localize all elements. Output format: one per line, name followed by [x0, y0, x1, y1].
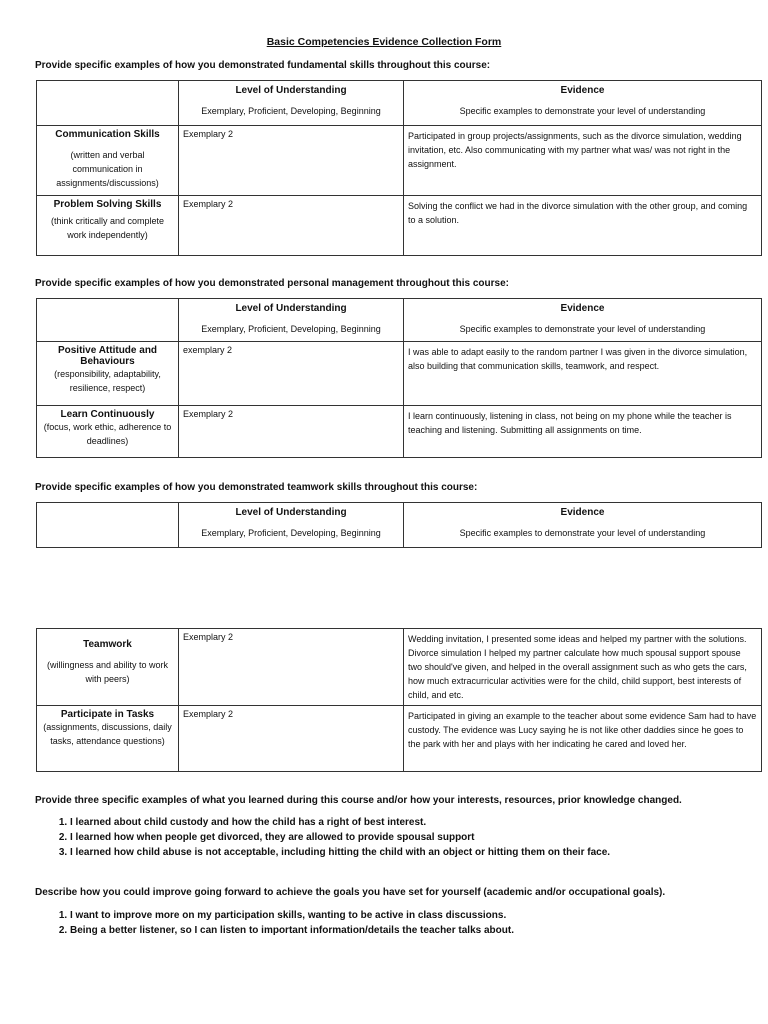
evidence-header-cell — [404, 299, 762, 342]
level-header-title: Level of Understanding — [235, 303, 347, 314]
skill-cell — [37, 196, 179, 256]
skill-cell — [37, 629, 179, 706]
header-row — [37, 299, 762, 342]
section-prompt-teamwork: Provide specific examples of how you demonstrated teamwork skills throughout this course: — [35, 482, 478, 493]
header-blank-cell — [37, 299, 179, 342]
skill-desc: (willingness and ability to work with peers) — [46, 660, 169, 684]
evidence-header-cell — [404, 503, 762, 548]
evidence-cell: Solving the conflict we had in the divorce simulation with the other group, and coming to a solution. — [404, 196, 762, 256]
skill-name: Problem Solving Skills — [53, 199, 162, 210]
skill-cell — [37, 126, 179, 196]
skill-desc: (written and verbal communication in assignments/discussions) — [56, 150, 159, 188]
skill-desc: (think critically and complete work independently) — [50, 216, 165, 240]
table-row — [37, 342, 762, 406]
level-header-title: Level of Understanding — [235, 85, 347, 96]
evidence-header-sub: Specific examples to demonstrate your level of understanding — [459, 106, 706, 116]
evidence-cell: Participated in group projects/assignments, such as the divorce simulation, wedding invitation, etc. Also communicating with my partner what was/ was not right in the assignment. — [404, 126, 762, 196]
section-prompt-personal: Provide specific examples of how you demonstrated personal management throughout this course: — [35, 278, 509, 289]
level-cell: Exemplary 2 — [179, 126, 404, 196]
skill-desc: (focus, work ethic, adherence to deadlines) — [43, 422, 172, 446]
page-title: Basic Competencies Evidence Collection Form — [266, 36, 502, 48]
header-blank-cell — [37, 503, 179, 548]
skill-name: Teamwork — [83, 639, 132, 650]
learned-list — [36, 815, 610, 860]
evidence-header-title: Evidence — [560, 85, 605, 96]
level-header-sub: Exemplary, Proficient, Developing, Beginning — [201, 528, 381, 538]
evidence-header-sub: Specific examples to demonstrate your level of understanding — [459, 528, 706, 538]
table-row — [37, 706, 762, 772]
section-prompt-fundamental: Provide specific examples of how you demonstrated fundamental skills throughout this course: — [35, 60, 491, 71]
skill-cell — [37, 706, 179, 772]
skill-cell — [37, 406, 179, 458]
evidence-header-sub: Specific examples to demonstrate your level of understanding — [459, 324, 706, 334]
evidence-cell: Participated in giving an example to the teacher about some evidence Sam had to have custody. The evidence was Lucy saying he is not like other daddies since he goes to the park with her and plays with her indicating he cared and loved her. — [404, 706, 762, 772]
teamwork-header-table — [36, 502, 762, 548]
evidence-header-title: Evidence — [560, 507, 605, 518]
table-row — [37, 629, 762, 706]
list-item: 2. I learned how when people get divorced, they are allowed to provide spousal support — [70, 830, 610, 845]
level-header-cell — [179, 503, 404, 548]
skill-name: Communication Skills — [55, 129, 160, 140]
skill-name: Positive Attitude and Behaviours — [57, 345, 158, 367]
fundamental-skills-table — [36, 80, 762, 256]
header-row — [37, 81, 762, 126]
level-header-cell — [179, 299, 404, 342]
list-item: 3. I learned how child abuse is not acceptable, including hitting the child with an object or hitting them on their face. — [70, 845, 610, 860]
level-header-sub: Exemplary, Proficient, Developing, Beginning — [201, 324, 381, 334]
header-row — [37, 503, 762, 548]
level-cell: Exemplary 2 — [179, 629, 404, 706]
improve-list — [36, 908, 514, 938]
list-item: 1. I want to improve more on my participation skills, wanting to be active in class discussions. — [70, 908, 514, 923]
improve-prompt: Describe how you could improve going forward to achieve the goals you have set for yourself (academic and/or occupational goals). — [35, 887, 666, 898]
evidence-header-title: Evidence — [560, 303, 605, 314]
header-blank-cell — [37, 81, 179, 126]
evidence-cell: I was able to adapt easily to the random partner I was given in the divorce simulation, also building that communication skills, teamwork, and respect. — [404, 342, 762, 406]
skill-name: Learn Continuously — [60, 409, 155, 420]
skill-desc: (assignments, discussions, daily tasks, attendance questions) — [43, 722, 172, 746]
skill-cell — [37, 342, 179, 406]
table-row — [37, 126, 762, 196]
list-item: 1. I learned about child custody and how the child has a right of best interest. — [70, 815, 610, 830]
level-cell: Exemplary 2 — [179, 706, 404, 772]
table-row — [37, 406, 762, 458]
personal-management-table — [36, 298, 762, 458]
level-cell: exemplary 2 — [179, 342, 404, 406]
teamwork-skills-table — [36, 628, 762, 772]
level-header-title: Level of Understanding — [235, 507, 347, 518]
list-item: 2. Being a better listener, so I can listen to important information/details the teacher talks about. — [70, 923, 514, 938]
level-header-cell — [179, 81, 404, 126]
skill-name: Participate in Tasks — [60, 709, 155, 720]
evidence-header-cell — [404, 81, 762, 126]
table-row — [37, 196, 762, 256]
level-cell: Exemplary 2 — [179, 196, 404, 256]
evidence-cell: I learn continuously, listening in class, not being on my phone while the teacher is teaching and listening. Submitting all assignments on time. — [404, 406, 762, 458]
level-cell: Exemplary 2 — [179, 406, 404, 458]
evidence-cell: Wedding invitation, I presented some ideas and helped my partner with the solutions. Divorce simulation I helped my partner calculate how much spousal support spouse two should've given, and helped in the overall assignment such as who gets the cars, how much extracurricular activities were for the child, child support, best interests of child, and etc. — [404, 629, 762, 706]
skill-desc: (responsibility, adaptability, resilience, respect) — [54, 369, 161, 393]
learned-prompt: Provide three specific examples of what you learned during this course and/or how your interests, resources, prior knowledge changed. — [35, 795, 682, 806]
level-header-sub: Exemplary, Proficient, Developing, Beginning — [201, 106, 381, 116]
